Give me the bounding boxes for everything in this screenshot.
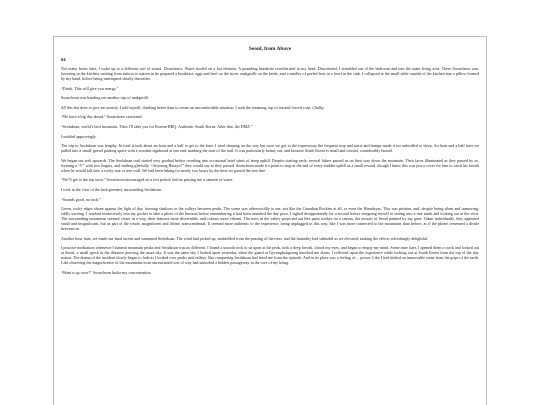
paragraph-14: Another hour later, we made our final ascent and summited Seolaksan. The wind had picked up, unshielded from the passing of the tress, and the humidity had subsided as we elevated, making the effects refreshingly delightful. <box>61 235 429 241</box>
paragraph-4-emphasis: All this but done to give me anxiety, <box>61 104 119 110</box>
document-page <box>53 36 487 405</box>
paragraph-2: “Drink. This will give you energy.” <box>61 85 119 91</box>
chapter-number: 04 <box>61 57 66 62</box>
paragraph-8: The trip to Seolaksan was lengthy. In total it took about an hour and a half to get to the base. I tried sleeping on the way but once we got to the expressway the frequent stop and starts and bumps made it too unbridled to sleep. An hour and a half later we pulled into a small, gravel parking space with a wooden signboard at one end, marking the start of the trail. It was particularly balmy out, and because South Korea is small and coastal, considerably humid. <box>61 143 479 154</box>
paragraph-13: Green, rocky edges shone against the light of day, forming shadows in the valleys between peaks. The scene was otherworldly to me, not like the Canadian Rockies at all, or even the Himalayas. This was pristine, and, despite being silent and unmoving, oddly inviting. I reached instinctively into my pocket to take a photo of the horizon before remembering it had been smashed the day prior. I sighed disappointedly for a second before resigning myself to setting into a tree trunk and looking out at the view. The surrounding mountains seemed closer in a way, their features more discernible, and colours more vibrant. The trees in the valley projected out like paint strokes on a canvas, the mosaic of Seoul painted by my gaze. Taken individually, they appeared small and insignificant, but as part of the whole, magnificent and divine, transcendental. It seemed more authentic to the experience, being unplugged in this way, like I was more connected to the mountains than before, as if the phone cemented a divide between us. <box>61 206 479 232</box>
document-title: Seoul, from Above <box>248 46 292 52</box>
paragraph-1-text: Not many hours later, I woke up to a different sort of sound. <box>61 66 164 71</box>
paragraph-4-text: I told myself, thinking better than to create an uncomfortable situation. I took the steaming cup of tea and forced a sip. <box>118 104 313 110</box>
paragraph-7: I nodded approvingly. <box>61 133 97 139</box>
paragraph-15: I practice meditation whenever I summit mountain peaks and Seolaksan was no different. I found a smooth rock to sit upon at the peak, took a deep breath, closed my eyes, and began to empty my mind. Some time later, I opened them a crack and looked out at Seoul, a small speck in the distance piercing the azure sky. It was the same sky I looked upon yesterday when the guard at Gyeongbokgoong knocked me down. I reflected upon the experience while looking out at South Korea from the top of the tiny nation. The drama of the incident slowly began to fade as I looked over peaks and valleys, like conquering Seolaksan had freed me from the episode. And in its place was a feeling of… power. Like I had shifted an immovable stone from the grips of the earth. Like observing the magnificence of the mountains in an unrestrained sort of way had unlocked a hidden passageway in the core of my being. <box>61 245 479 266</box>
document-body <box>61 47 479 280</box>
paragraph-4 <box>61 105 479 110</box>
paragraph-1 <box>61 66 479 81</box>
paragraph-5: “We have a big day ahead,” Soonchoen cautioned. <box>61 114 143 120</box>
paragraph-9: We began our trek upwards. The Seolaksan trail started very gradual before receding into occasional brief stints of steep uphill. Despite starting early, several hikers passed us on their way down the mountain. Their faces illuminated as they passed by us, forming a “V” with two fingers, and smiling gleefully. “Anyoung Haseyo!” they would say as they passed. Soonchoen made it a point to stop at the end of every sudden uphill as a small reward, though I knew this was just a cover for him to catch his breath when he would fall onto a rocky seat or tree wall. We had been hiking for nearly two hours by the time we passed the tree line. <box>61 157 479 173</box>
paragraph-1-text-cont: Water sizzled on a hot element. A pounding headache reverberated in my head. Disoriented, I stumbled out of the bedroom and into the main living area. There Sooncheon was, hovering in the kitchen, rushing from station to station as he prepared a breakfast; eggs and beef on the stove, makgeolli on the kettle, and a medley of peeled fruit in a bowl in the sink. I collapsed at the small table outside of the kitchen into a pillow formed by my hand, before being interrupted shortly thereafter. <box>61 66 479 81</box>
paragraph-16: “Want to go now?” Soonchoen broke my concentration. <box>61 269 152 275</box>
paragraph-12: “Sounds good, no rush.” <box>61 196 101 202</box>
paragraph-3: Soonchoen was handing me another cup of makgeolli. <box>61 95 149 101</box>
paragraph-10: “We’ll get to the top soon,” Soonchoon encouraged on a rest period, before passing me a canteen of water. <box>61 177 234 183</box>
paragraph-4-emphasis-end: Chalky. <box>312 104 325 110</box>
paragraph-11: I took in the view of the lush greenery surrounding Seolaksan. <box>61 186 162 192</box>
paragraph-1-emphasis: Downstairs. <box>163 66 184 71</box>
paragraph-6: “Seolaksan, world’s best mountain. Then I’ll take you for Korean BBQ. Authentic South Korea. After that, the DMZ.” <box>61 123 253 129</box>
